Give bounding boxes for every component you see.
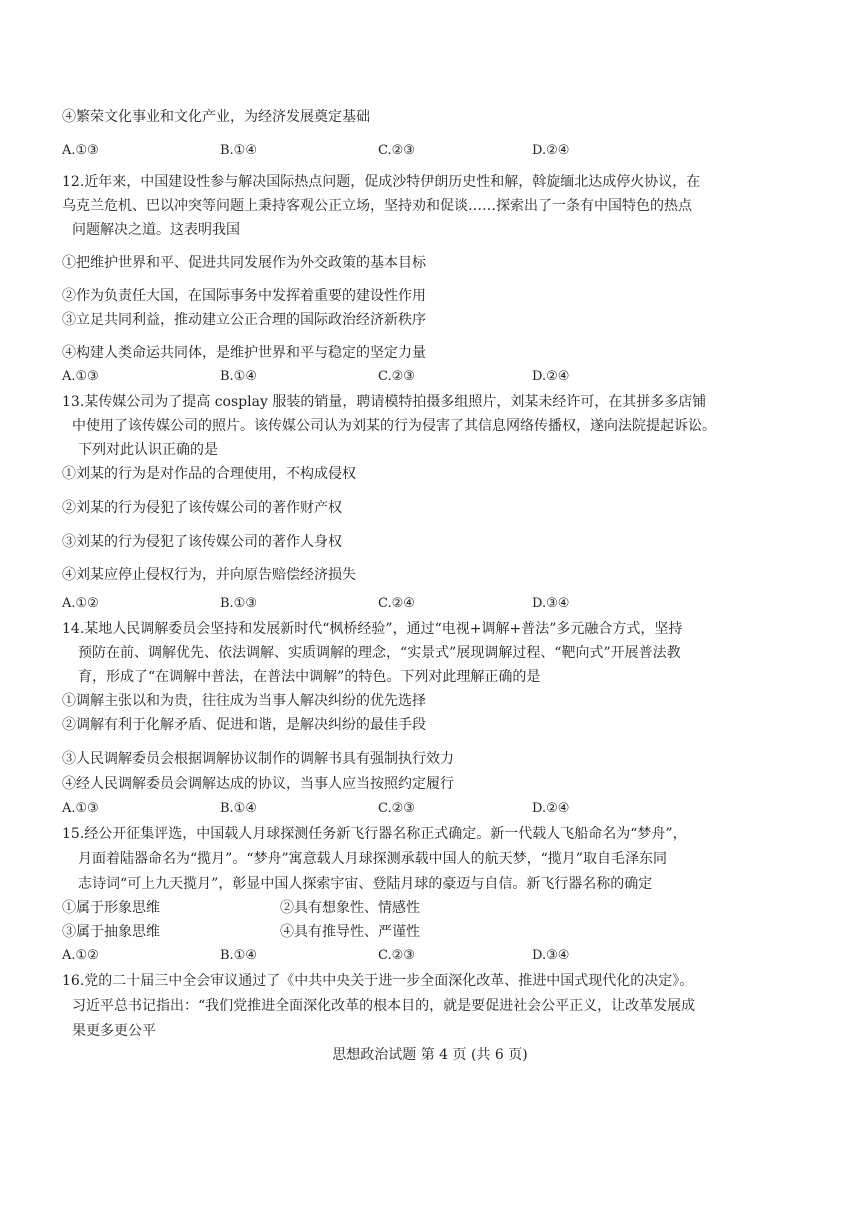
q13-item-2: ②刘某的行为侵犯了该传媒公司的著作财产权 xyxy=(62,500,342,516)
q13-item-4: ④刘某应停止侵权行为，并向原告赔偿经济损失 xyxy=(62,567,356,583)
q15-items-row-1 xyxy=(62,899,562,917)
q13-stem-line-3: 下列对此认识正确的是 xyxy=(78,442,218,458)
q16-stem-line-2: 习近平总书记指出：“我们党推进全面深化改革的根本目的，就是要促进社会公平正义，让改革发展成 xyxy=(72,998,696,1014)
q15-option-a: A.①② xyxy=(62,948,99,963)
q15-item-3: ③属于抽象思维 xyxy=(62,924,160,940)
q13-item-1: ①刘某的行为是对作品的合理使用，不构成侵权 xyxy=(62,466,356,482)
q11-option-c: C.②③ xyxy=(378,143,415,158)
q15-item-2: ②具有想象性、情感性 xyxy=(280,900,420,916)
q12-item-3: ③立足共同利益，推动建立公正合理的国际政治经济新秩序 xyxy=(62,312,426,328)
q11-item-4: ④繁荣文化事业和文化产业，为经济发展奠定基础 xyxy=(62,109,370,125)
q15-item-1: ①属于形象思维 xyxy=(62,900,160,916)
q15-stem-line-2: 月面着陆器命名为“揽月”。“梦舟”寓意载人月球探测承载中国人的航天梦，“揽月”取自毛泽东同 xyxy=(78,851,667,867)
q15-options xyxy=(62,947,762,965)
q14-stem-line-1: 14.某地人民调解委员会坚持和发展新时代“枫桥经验”，通过“电视+调解+普法”多元融合方式，坚持 xyxy=(62,621,683,637)
q15-stem-line-3: 志诗词“可上九天揽月”，彰显中国人探索宇宙、登陆月球的豪迈与自信。新飞行器名称的确定 xyxy=(78,876,653,892)
q11-options xyxy=(62,142,762,160)
q15-option-c: C.②③ xyxy=(378,948,415,963)
q12-stem-line-2: 乌克兰危机、巴以冲突等问题上秉持客观公正立场，坚持劝和促谈……探索出了一条有中国特色的热点 xyxy=(62,198,692,214)
q14-option-b: B.①④ xyxy=(220,801,257,816)
q12-stem-line-3: 问题解决之道。这表明我国 xyxy=(72,222,240,238)
q14-item-3: ③人民调解委员会根据调解协议制作的调解书具有强制执行效力 xyxy=(62,751,454,767)
q12-stem-line-1: 12.近年来，中国建设性参与解决国际热点问题，促成沙特伊朗历史性和解，斡旋缅北达成停火协议，在 xyxy=(62,174,701,190)
q12-option-b: B.①④ xyxy=(220,369,257,384)
q11-option-a: A.①③ xyxy=(62,143,99,158)
q11-option-d: D.②④ xyxy=(532,143,570,158)
q14-stem-line-3: 育，形成了“在调解中普法，在普法中调解”的特色。下列对此理解正确的是 xyxy=(78,669,541,685)
q12-item-4: ④构建人类命运共同体，是维护世界和平与稳定的坚定力量 xyxy=(62,345,426,361)
q15-option-b: B.①④ xyxy=(220,948,257,963)
q12-option-a: A.①③ xyxy=(62,369,99,384)
q15-option-d: D.③④ xyxy=(532,948,570,963)
q12-option-c: C.②③ xyxy=(378,369,415,384)
q14-item-1: ①调解主张以和为贵，往往成为当事人解决纠纷的优先选择 xyxy=(62,693,426,709)
q12-item-1: ①把维护世界和平、促进共同发展作为外交政策的基本目标 xyxy=(62,255,426,271)
q14-options xyxy=(62,800,762,818)
page-footer: 思想政治试题 第 4 页 (共 6 页) xyxy=(332,1047,528,1063)
q13-option-c: C.②④ xyxy=(378,596,415,611)
q15-items-row-2 xyxy=(62,923,562,941)
q13-option-a: A.①② xyxy=(62,596,99,611)
q12-item-2: ②作为负责任大国，在国际事务中发挥着重要的建设性作用 xyxy=(62,288,426,304)
q14-stem-line-2: 预防在前、调解优先、依法调解、实质调解的理念，“实景式”展现调解过程、“靶向式”开展普法教 xyxy=(78,645,681,661)
q13-option-d: D.③④ xyxy=(532,596,570,611)
q14-option-d: D.②④ xyxy=(532,801,570,816)
q14-item-4: ④经人民调解委员会调解达成的协议，当事人应当按照约定履行 xyxy=(62,776,454,792)
q14-option-c: C.②③ xyxy=(378,801,415,816)
q11-option-b: B.①④ xyxy=(220,143,257,158)
q16-stem-line-3: 果更多更公平 xyxy=(72,1023,156,1039)
q14-item-2: ②调解有利于化解矛盾、促进和谐，是解决纠纷的最佳手段 xyxy=(62,717,426,733)
q12-options xyxy=(62,368,762,386)
q15-stem-line-1: 15.经公开征集评选，中国载人月球探测任务新飞行器名称正式确定。新一代载人飞船命名为“梦舟”， xyxy=(62,826,687,842)
q12-option-d: D.②④ xyxy=(532,369,570,384)
q14-option-a: A.①③ xyxy=(62,801,99,816)
q13-stem-line-2: 中使用了该传媒公司的照片。该传媒公司认为刘某的行为侵害了其信息网络传播权，遂向法院提起诉讼。 xyxy=(72,418,716,434)
q16-stem-line-1: 16.党的二十届三中全会审议通过了《中共中央关于进一步全面深化改革、推进中国式现代化的决定》。 xyxy=(62,973,694,989)
q13-option-b: B.①③ xyxy=(220,596,257,611)
q13-stem-line-1: 13.某传媒公司为了提高 cosplay 服装的销量，聘请模特拍摄多组照片，刘某未经许可，在其拼多多店铺 xyxy=(62,394,707,410)
q15-item-4: ④具有推导性、严谨性 xyxy=(280,924,420,940)
q13-options xyxy=(62,595,762,613)
q13-item-3: ③刘某的行为侵犯了该传媒公司的著作人身权 xyxy=(62,534,342,550)
